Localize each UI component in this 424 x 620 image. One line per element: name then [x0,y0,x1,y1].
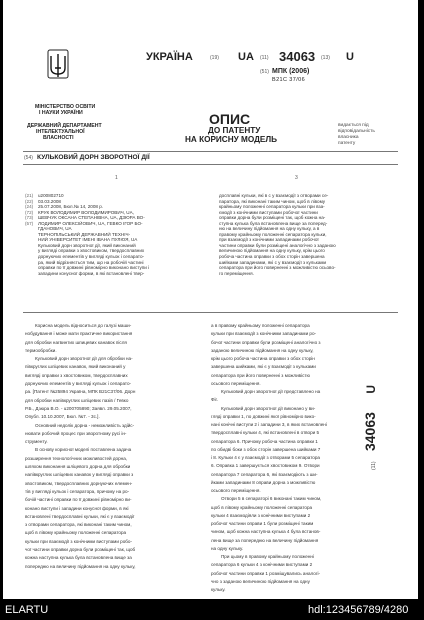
description-right-column: а в правому крайньому положенні сепаратора кульки при взаємодії з конічними западинами ро- бочої частини оправки були розміщені аналогічно з заданою величиною підйомання на одну кульку, крім цього робоча частина оправки з обох сторін завершена шийками, які є у взаємодії з кульками сепаратора при його поверненні з можливістю осьового переміщення. Кульковий дорн зворотної дії представлено на Фіг. Кульковий дорн зворотної дії виконано у ви- гляді оправки 1, по довжині якої рівномірно вико- нані конічні виступи 2 і западини 3, в яких встановлені твердосплавні кульки 4, які встановлені в отвори 5 сепаратора 6. Причому робоча частина оправки 1 по обидві боки з обох сторін завершена шийками 7 і 8. Кульки 4 є у взаємодії з отворами 5 сепаратора 6. Оправка 1 завершується хвостовиком 9. Отвори сепаратора 7 сепаратора 6, які взаємодіють з ши- йками западинами 8 оправи дорна з можливістю осьового переміщення. Отвори 5 в сепараторі 6 виконані таким чином, щоб в лівому крайньому положенні сепаратора кульки 4 взаємодіяли з конічними виступами 2 робочої частини оправи 1 були розміщені таким чином, щоб кожна наступна кулька 4 була встанов- лена вище за попередню на величину підйомання на одну кульку. При цьому в правому крайньому положенні сепаратора 6 кульки 4 з конічними виступами 2 робочої частини оправки 1 розміщувались аналогі- чно з заданою величиною підйомання на одну кульку. [211,323,327,592]
inid-54: (54) [24,155,33,161]
side-note-3: власника [338,135,359,140]
department-line-1: ДЕРЖАВНИЙ ДЕПАРТАМЕНТ [27,123,102,129]
department-line-2: ІНТЕЛЕКТУАЛЬНОЇ [36,129,85,135]
inid-19: (19) [210,55,219,61]
title-line-1: ДО ПАТЕНТУ [208,126,261,135]
side-note-4: патенту [338,141,356,146]
inid-51: (51) [260,69,269,75]
ipc-label: МПК (2006) [272,68,310,75]
doc-kind-left: UA [238,51,254,63]
biblio-block: u200802710 03.03.2008 25.07.2008, Бюл.№ 14, 2008 р. КРУК ВОЛОДИМИР ВОЛОДИМИРОВИЧ, UA, ШЕВЧУК ОКСАНА СТЕПАНІВНА, UA, ДЗЮРА ВО- ЛОДИМИР ОЛЕКСІЙОВИЧ, UA, ГЕВКО ІГОР БО- ГДАНОВИЧ, UA ТЕРНОПІЛЬСЬКИЙ ДЕРЖАВНИЙ ТЕХНІЧ- НИЙ УНІВЕРСИТЕТ ІМЕНІ ІВАНА ПУЛЮЯ, UA Кульковий дорн зворотної дії, який виконаний у вигляді оправки з хвостовиком, твердосплавних дорнуючих елементів у вигляді кульок і сепарато- ра, який відрізняється тим, що на робочій частині оправки по її довжині рівномірно виконано виступи і западини конусної форми, в які встановлені твер- [38,193,150,276]
doc-kind-right: U [346,51,354,63]
side-note-2: відповідальність [338,129,375,134]
column-marker-2: 3 [295,175,298,181]
trident-emblem-icon [25,44,91,106]
ipc-code: B21C 37/06 [272,77,306,83]
title-main: ОПИС [209,111,251,127]
biblio-codes: (21) (22) (24) (72) (73) (57) [25,193,34,226]
margin-patent-number [363,385,379,470]
ministry-line-1: МІНІСТЕРСТВО ОСВІТИ [35,104,96,110]
patent-page [3,0,418,599]
inid-13: (13) [321,55,330,61]
inid-11: (11) [260,55,269,61]
description-left-column: Корисна модель відноситься до галузі маши- нобудування і може мати практичне використання для обробки нагвинтих шпицевих канавок після термообробки. Кульковий дорн зворотної дії для обробки на- півкруглих шліцевих канавок, який виконаний у вигляді оправки з хвостовиком, твердосплавних дорнуючих елементів у вигляді кульок і сепарато- ра. [Патент №25894 Україна, МПК В21С37/06. Дорн для обробки напівкруглих шліцевих пазів / Гевко Р.Б., Дзюра В.О. - u200705890; Заявл. 29.05.2007, Опубл. 10.10.2007, Бюл. №7. - 3с.]. Основний недолік дорна - неможливість здійс- нювати робочий процес при зворотному русі ін- струменту. В основу корисної моделі поставлена задача розширення технологічних можливостей дорна, шляхом виконання шліцевого дорна для обробки напівкруглих шліцевих канавок у вигляді оправки з хвостовиком, твердосплавних дорнуючих елемен- тів у вигляді кульок і сепаратора, причому на ро- бочій частині оправки по її довжині рівномірно ви- конано виступи і западини конусної форми, в які встановлені твердосплавні кульки, які є у взаємодії з отворами сепаратора, які виконані таким чином, щоб в лівому крайньому положенні сепаратора кульки при взаємодії з конічними виступами робо- чої частини оправки дорна були розміщені так, щоб кожна наступна кулька була встановлена вище за попередню на величину підйомання на одну кульку, [25,323,136,569]
side-note-1: видається під [338,123,369,128]
column-marker-1: 1 [115,175,118,181]
ministry-line-2: І НАУКИ УКРАЇНИ [39,110,83,116]
claim-continuation: досплавні кульки, які в с у взаємодії з отворами се- паратора, які виконані таким чином, щоб в лівому крайньому положенні сепаратора кульки при вза- ємодії з конічними виступами робочої частини оправки дорна були розміщені так, щоб кожна на- ступна кулька була встановлена вище за поперед- ню на величину підйомання на одну кульку, а в правому крайньому положенні сепаратора кульки, при взаємодії з конічними западинами робочої частини оправки були розміщені аналогічно з заданою величиною підйомання на одну кульку, крім цього робоча частина оправки з обох сторін завершена шийками западинами, які с у взаємодії з кульками сепаратора при його поверненні з можливістю осьово- го переміщення. [219,193,336,276]
country-name: УКРАЇНА [146,51,193,63]
title-divider [23,151,398,152]
footer-source-label: ELARTU [5,604,49,616]
body-divider [23,312,398,313]
patent-number: 34063 [279,49,316,64]
department-line-3: ВЛАСНОСТІ [43,135,74,141]
margin-number: 34063 [362,412,378,452]
footer-handle-label: hdl:123456789/4280 [308,604,409,616]
margin-kind: U [364,384,378,394]
viewer-footer [0,599,424,620]
margin-inid-11: (11) [371,461,377,470]
invention-title-divider [23,164,398,165]
title-line-2: НА КОРИСНУ МОДЕЛЬ [185,135,278,144]
invention-title: КУЛЬКОВИЙ ДОРН ЗВОРОТНОЇ ДІЇ [37,154,150,161]
